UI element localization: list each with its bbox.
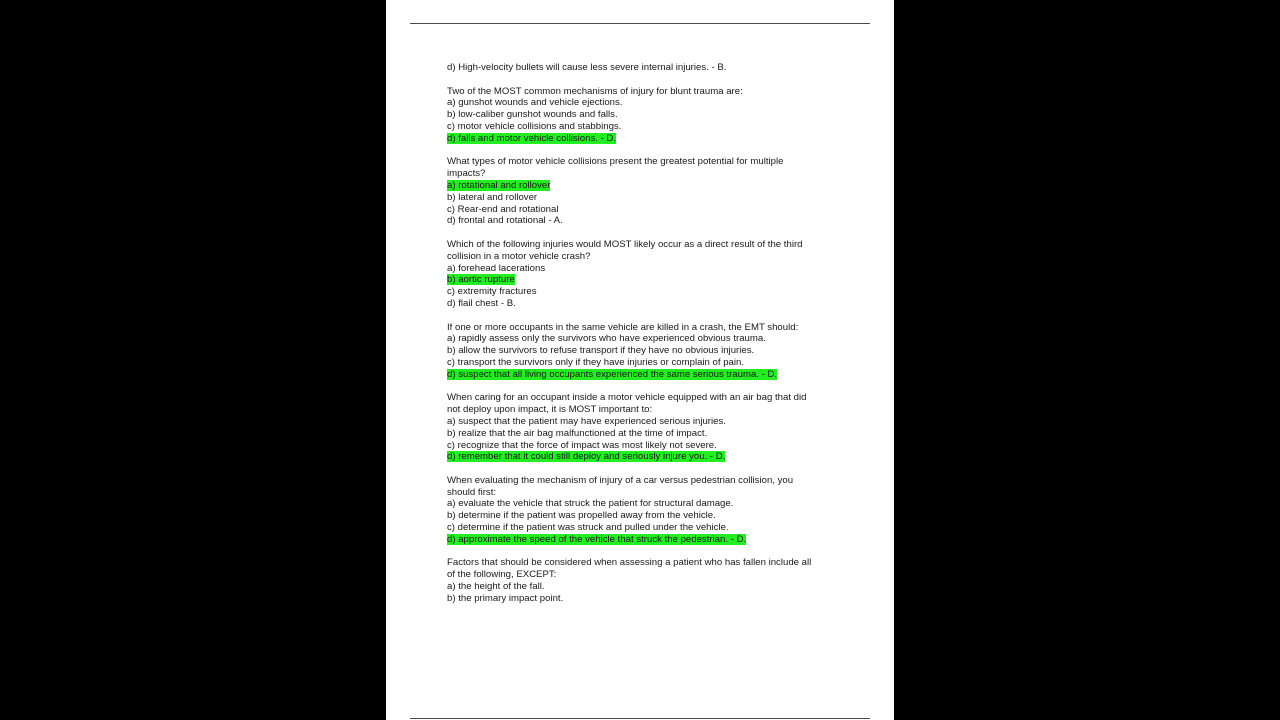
- text-line: [447, 510, 847, 522]
- line-text: a) gunshot wounds and vehicle ejections.: [447, 97, 623, 109]
- text-line: [447, 215, 847, 227]
- line-text: a) evaluate the vehicle that struck the patient for structural damage.: [447, 498, 734, 510]
- document-page: [386, 0, 894, 720]
- question-block: [447, 86, 847, 145]
- text-line: [447, 475, 847, 487]
- text-line: [447, 286, 847, 298]
- line-text: c) extremity fractures: [447, 286, 537, 298]
- line-text: Factors that should be considered when assessing a patient who has fallen include all: [447, 557, 812, 569]
- text-line: [447, 263, 847, 275]
- line-text: not deploy upon impact, it is MOST important to:: [447, 404, 653, 416]
- line-text: d) High-velocity bullets will cause less severe internal injuries. - B.: [447, 62, 727, 73]
- question-block: [447, 392, 847, 463]
- text-line: [447, 440, 847, 452]
- highlighted-answer-line: [447, 369, 847, 381]
- paragraph-gap: [447, 546, 847, 558]
- highlighted-answer-text: d) suspect that all living occupants experienced the same serious trauma. - D.: [447, 368, 778, 380]
- line-text: of the following, EXCEPT:: [447, 569, 557, 581]
- text-line: [447, 251, 847, 263]
- text-line: [447, 192, 847, 204]
- highlighted-answer-line: [447, 534, 847, 546]
- line-text: a) forehead lacerations: [447, 262, 546, 274]
- line-text: What types of motor vehicle collisions present the greatest potential for multiple: [447, 156, 784, 168]
- text-line: [447, 581, 847, 593]
- text-line: [447, 498, 847, 510]
- text-line: [447, 345, 847, 357]
- text-line: [447, 404, 847, 416]
- page-top-rule: [410, 23, 870, 24]
- text-line: [447, 86, 847, 98]
- paragraph-gap: [447, 145, 847, 157]
- text-line: [447, 168, 847, 180]
- line-text: If one or more occupants in the same vehicle are killed in a crash, the EMT should:: [447, 321, 799, 333]
- question-block: [447, 156, 847, 227]
- highlighted-answer-text: a) rotational and rollover: [447, 179, 551, 191]
- line-text: When evaluating the mechanism of injury of a car versus pedestrian collision, you: [447, 474, 794, 486]
- line-text: d) flail chest - B.: [447, 297, 516, 309]
- question-block: [447, 62, 847, 74]
- line-text: Which of the following injuries would MOST likely occur as a direct result of the third: [447, 238, 803, 250]
- text-line: [447, 121, 847, 133]
- highlighted-answer-line: [447, 180, 847, 192]
- text-line: [447, 522, 847, 534]
- highlighted-answer-line: [447, 274, 847, 286]
- text-line: [447, 593, 847, 605]
- paragraph-gap: [447, 74, 847, 86]
- line-text: Two of the MOST common mechanisms of injury for blunt trauma are:: [447, 85, 743, 97]
- page-bottom-rule: [410, 718, 870, 719]
- highlighted-answer-text: d) remember that it could still deploy and seriously injure you. - D.: [447, 451, 726, 463]
- line-text: b) realize that the air bag malfunctioned at the time of impact.: [447, 427, 708, 439]
- line-text: should first:: [447, 486, 497, 498]
- highlighted-answer-line: [447, 133, 847, 145]
- paragraph-gap: [447, 310, 847, 322]
- line-text: c) recognize that the force of impact was most likely not severe.: [447, 439, 717, 451]
- text-line: [447, 487, 847, 499]
- line-text: a) suspect that the patient may have experienced serious injuries.: [447, 415, 726, 427]
- question-block: [447, 557, 847, 604]
- paragraph-gap: [447, 463, 847, 475]
- paragraph-gap: [447, 381, 847, 393]
- text-line: [447, 333, 847, 345]
- line-text: b) the primary impact point.: [447, 592, 564, 604]
- page-content: [447, 62, 847, 605]
- line-text: c) transport the survivors only if they have injuries or complain of pain.: [447, 356, 745, 368]
- line-text: b) allow the survivors to refuse transport if they have no obvious injuries.: [447, 345, 755, 357]
- question-block: [447, 322, 847, 381]
- highlighted-answer-text: d) approximate the speed of the vehicle that struck the pedestrian. - D.: [447, 533, 747, 545]
- line-text: a) the height of the fall.: [447, 581, 545, 593]
- text-line: [447, 156, 847, 168]
- text-line: [447, 428, 847, 440]
- text-line: [447, 204, 847, 216]
- line-text: impacts?: [447, 168, 486, 180]
- line-text: c) Rear-end and rotational: [447, 203, 559, 215]
- line-text: c) motor vehicle collisions and stabbings.: [447, 120, 622, 132]
- text-line: [447, 239, 847, 251]
- line-text: a) rapidly assess only the survivors who have experienced obvious trauma.: [447, 333, 766, 345]
- text-line: [447, 392, 847, 404]
- text-line: [447, 97, 847, 109]
- text-line: [447, 109, 847, 121]
- line-text: collision in a motor vehicle crash?: [447, 250, 591, 262]
- question-block: [447, 239, 847, 310]
- text-line: [447, 557, 847, 569]
- line-text: When caring for an occupant inside a motor vehicle equipped with an air bag that did: [447, 392, 807, 404]
- highlighted-answer-text: d) falls and motor vehicle collisions. - D.: [447, 132, 617, 144]
- highlighted-answer-line: [447, 451, 847, 463]
- text-line: [447, 569, 847, 581]
- line-text: c) determine if the patient was struck and pulled under the vehicle.: [447, 522, 729, 534]
- text-line: [447, 322, 847, 334]
- highlighted-answer-text: b) aortic rupture: [447, 274, 515, 286]
- line-text: b) low-caliber gunshot wounds and falls.: [447, 109, 618, 121]
- line-text: b) determine if the patient was propelled away from the vehicle.: [447, 510, 716, 522]
- paragraph-gap: [447, 227, 847, 239]
- text-line: [447, 62, 847, 74]
- question-block: [447, 475, 847, 546]
- text-line: [447, 416, 847, 428]
- text-line: [447, 357, 847, 369]
- line-text: d) frontal and rotational - A.: [447, 215, 563, 227]
- line-text: b) lateral and rollover: [447, 191, 538, 203]
- text-line: [447, 298, 847, 310]
